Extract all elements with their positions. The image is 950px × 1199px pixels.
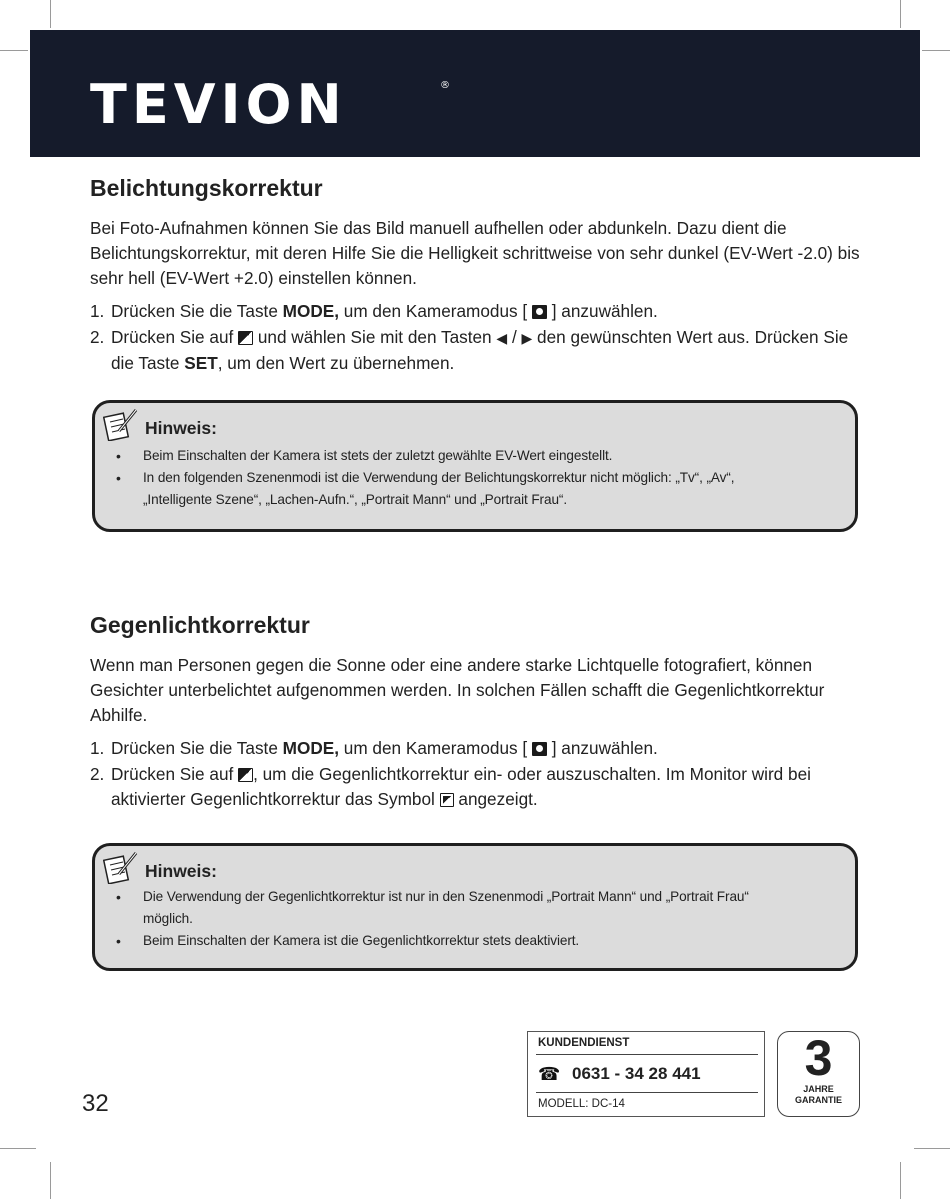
divider [536,1092,758,1093]
service-phone: 0631 - 34 28 441 [572,1064,701,1083]
warranty-years: 3 [804,1030,833,1086]
list-item: • Beim Einschalten der Kamera ist die Gegenlichtkorrektur stets deaktiviert. [95,930,835,952]
header-banner [30,30,920,157]
right-arrow-icon: ▶ [521,329,533,346]
exposure-icon [238,331,253,345]
exposure-icon [238,768,253,782]
model-label: MODELL: DC-14 [538,1098,625,1110]
warranty-label-guarantee: GARANTIE [795,1095,842,1105]
crop-mark [50,0,51,28]
note-title: Hinweis: [145,861,217,881]
notepad-pencil-icon [103,407,139,441]
list-item: 1. Drücken Sie die Taste MODE, um den Kameramodus [ ] anzuwählen. [90,738,658,758]
customer-service-box [527,1031,765,1117]
camera-mode-icon [532,305,547,319]
notepad-pencil-icon [103,850,139,884]
warranty-badge [777,1031,860,1117]
section-intro: Bei Foto-Aufnahmen können Sie das Bild manuell aufhellen oder abdunkeln. Dazu dient die Belichtungskorrektur, mit deren Hilfe Sie die Helligkeit schrittweise von sehr dunkel (EV-Wert -2.0) bis sehr hell (EV-Wert +2.0) einstellen können. [90,218,860,288]
section-heading-gegenlicht: Gegenlichtkorrektur [90,612,310,638]
telephone-icon: ☎ [538,1064,561,1084]
service-title: KUNDENDIENST [538,1037,630,1049]
list-item: 1. Drücken Sie die Taste MODE, um den Kameramodus [ ] anzuwählen. [90,301,658,321]
crop-mark [914,1148,950,1149]
crop-mark [900,1162,901,1199]
brand-logo: TEVION [90,73,347,136]
section-intro: Wenn man Personen gegen die Sonne oder eine andere starke Lichtquelle fotografiert, können Gesichter unterbelichtet aufgenommen werden. In solchen Fällen schafft die Gegenlichtkorrektur Abhilfe. [90,655,825,725]
camera-mode-icon [532,742,547,756]
left-arrow-icon: ◀ [496,329,508,346]
step-list [90,736,860,813]
list-item: • In den folgenden Szenenmodi ist die Verwendung der Belichtungskorrektur nicht möglich: „Tv“, „Av“, „Intelligente Szene“, „Lachen-Aufn.“, „Portrait Mann“ und „Portrait Frau“. [95,467,835,511]
list-item: • Beim Einschalten der Kamera ist stets der zuletzt gewählte EV-Wert eingestellt. [95,445,835,467]
crop-mark [0,1148,36,1149]
crop-mark [900,0,901,28]
page-number: 32 [82,1090,109,1117]
crop-mark [922,50,950,51]
note-box [92,843,858,971]
registered-mark: ® [440,80,450,91]
list-item: • Die Verwendung der Gegenlichtkorrektur ist nur in den Szenenmodi „Portrait Mann“ und „Portrait Frau“ möglich. [95,886,835,930]
crop-mark [0,50,28,51]
backlight-icon [440,793,454,807]
step-list [90,299,860,377]
list-item: 2. Drücken Sie auf , um die Gegenlichtkorrektur ein- oder auszuschalten. Im Monitor wird bei aktivierter Gegenlichtkorrektur das Symbol angezeigt. [90,763,811,809]
crop-mark [50,1162,51,1199]
divider [536,1054,758,1055]
note-box [92,400,858,532]
section-heading-belichtung: Belichtungskorrektur [90,175,323,201]
list-item: 2. Drücken Sie auf und wählen Sie mit den Tasten ◀ / ▶ den gewünschten Wert aus. Drücken Sie die Taste SET, um den Wert zu übernehmen. [90,326,849,373]
note-title: Hinweis: [145,418,217,438]
warranty-label-years: JAHRE [803,1084,834,1094]
